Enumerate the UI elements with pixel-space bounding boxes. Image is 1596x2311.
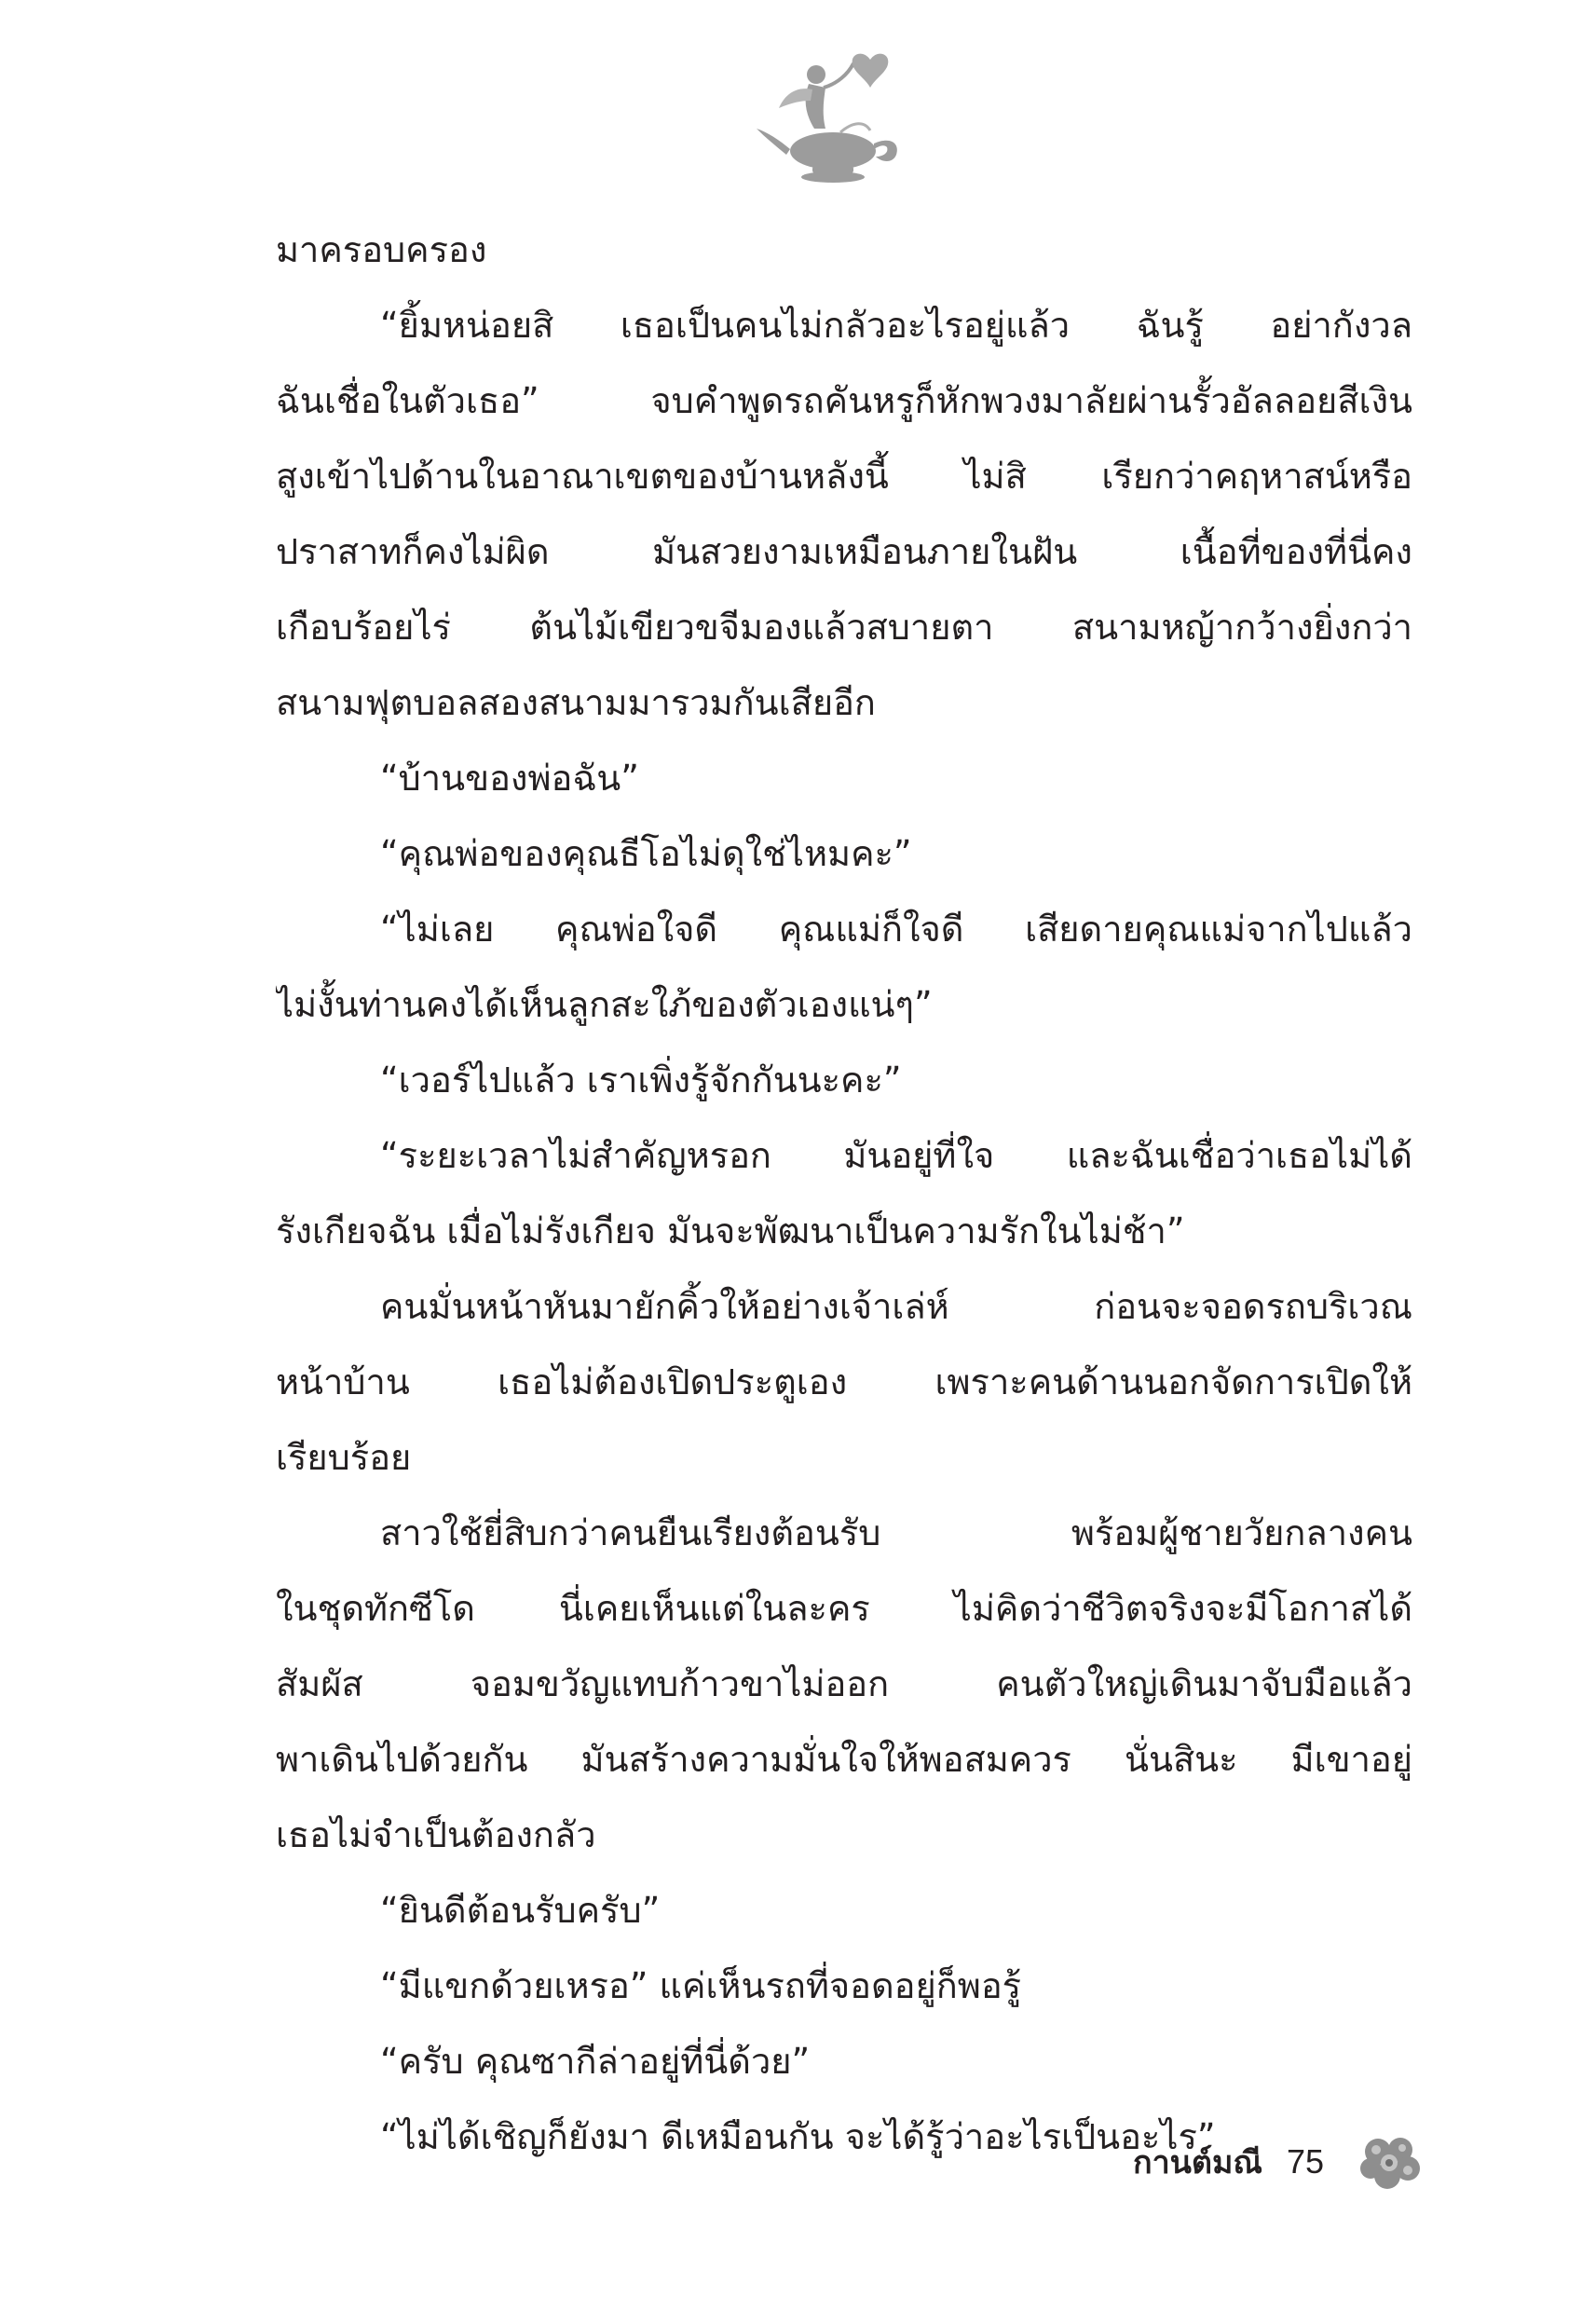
body-line: สัมผัส จอมขวัญแทบก้าวขาไม่ออก คนตัวใหญ่เดินมาจับมือแล้ว (276, 1663, 1412, 1704)
body-line: สนามฟุตบอลสองสนามมารวมกันเสียอีก (276, 682, 876, 723)
body-line: เรียบร้อย (276, 1437, 412, 1478)
flower-ornament-icon (1354, 2129, 1428, 2195)
body-line: เธอไม่จำเป็นต้องกลัว (276, 1814, 596, 1855)
body-line: ฉันเชื่อในตัวเธอ” จบคำพูดรถคันหรูก็หักพวงมาลัยผ่านรั้วอัลลอยสีเงิน (276, 380, 1412, 421)
page-footer (1133, 2134, 1428, 2190)
book-title: กานต์มณี (1132, 2144, 1262, 2181)
body-line: สูงเข้าไปด้านในอาณาเขตของบ้านหลังนี้ ไม่สิ เรียกว่าคฤหาสน์หรือ (276, 456, 1412, 497)
body-line: “ครับ คุณซากีล่าอยู่ที่นี่ด้วย” (380, 2041, 811, 2082)
body-line: “คุณพ่อของคุณธีโอไม่ดุใช่ไหมคะ” (380, 833, 912, 874)
body-line: คนมั่นหน้าหันมายักคิ้วให้อย่างเจ้าเล่ห์ ก่อนจะจอดรถบริเวณ (380, 1286, 1412, 1327)
body-line: “ยินดีต้อนรับครับ” (380, 1890, 661, 1931)
body-line: รังเกียจฉัน เมื่อไม่รังเกียจ มันจะพัฒนาเป็นความรักในไม่ช้า” (276, 1210, 1185, 1251)
page-number: 75 (1286, 2142, 1324, 2181)
body-line: “มีแขกด้วยเหรอ” แค่เห็นรถที่จอดอยู่ก็พอรู้ (380, 1965, 1022, 2006)
body-line: ไม่งั้นท่านคงได้เห็นลูกสะใภ้ของตัวเองแน่ๆ” (276, 984, 933, 1025)
body-line: “ไม่เลย คุณพ่อใจดี คุณแม่ก็ใจดี เสียดายคุณแม่จากไปแล้ว (380, 909, 1412, 950)
body-line: “ยิ้มหน่อยสิ เธอเป็นคนไม่กลัวอะไรอยู่แล้ว ฉันรู้ อย่ากังวล (380, 305, 1412, 346)
body-line: หน้าบ้าน เธอไม่ต้องเปิดประตูเอง เพราะคนด้านนอกจัดการเปิดให้ (276, 1361, 1412, 1402)
body-text (276, 212, 1412, 2175)
body-line: มาครอบครอง (276, 229, 487, 270)
body-line: สาวใช้ยี่สิบกว่าคนยืนเรียงต้อนรับ พร้อมผู้ชายวัยกลางคน (380, 1512, 1412, 1553)
body-line: “ระยะเวลาไม่สำคัญหรอก มันอยู่ที่ใจ และฉันเชื่อว่าเธอไม่ได้ (380, 1135, 1412, 1176)
body-line: ในชุดทักซีโด นี่เคยเห็นแต่ในละคร ไม่คิดว่าชีวิตจริงจะมีโอกาสได้ (276, 1588, 1412, 1629)
body-line: “ไม่ได้เชิญก็ยังมา ดีเหมือนกัน จะได้รู้ว่าอะไรเป็นอะไร” (380, 2116, 1216, 2157)
body-line: พาเดินไปด้วยกัน มันสร้างความมั่นใจให้พอสมควร นั่นสินะ มีเขาอยู่ (276, 1739, 1412, 1780)
body-line: “เวอร์ไปแล้ว เราเพิ่งรู้จักกันนะคะ” (380, 1060, 902, 1101)
cupid-teapot-ornament-icon (751, 47, 909, 186)
body-line: “บ้านของพ่อฉัน” (380, 758, 639, 799)
body-line: ปราสาทก็คงไม่ผิด มันสวยงามเหมือนภายในฝัน เนื้อที่ของที่นี่คง (276, 531, 1412, 572)
body-line: เกือบร้อยไร่ ต้นไม้เขียวขจีมองแล้วสบายตา สนามหญ้ากว้างยิ่งกว่า (276, 607, 1412, 648)
